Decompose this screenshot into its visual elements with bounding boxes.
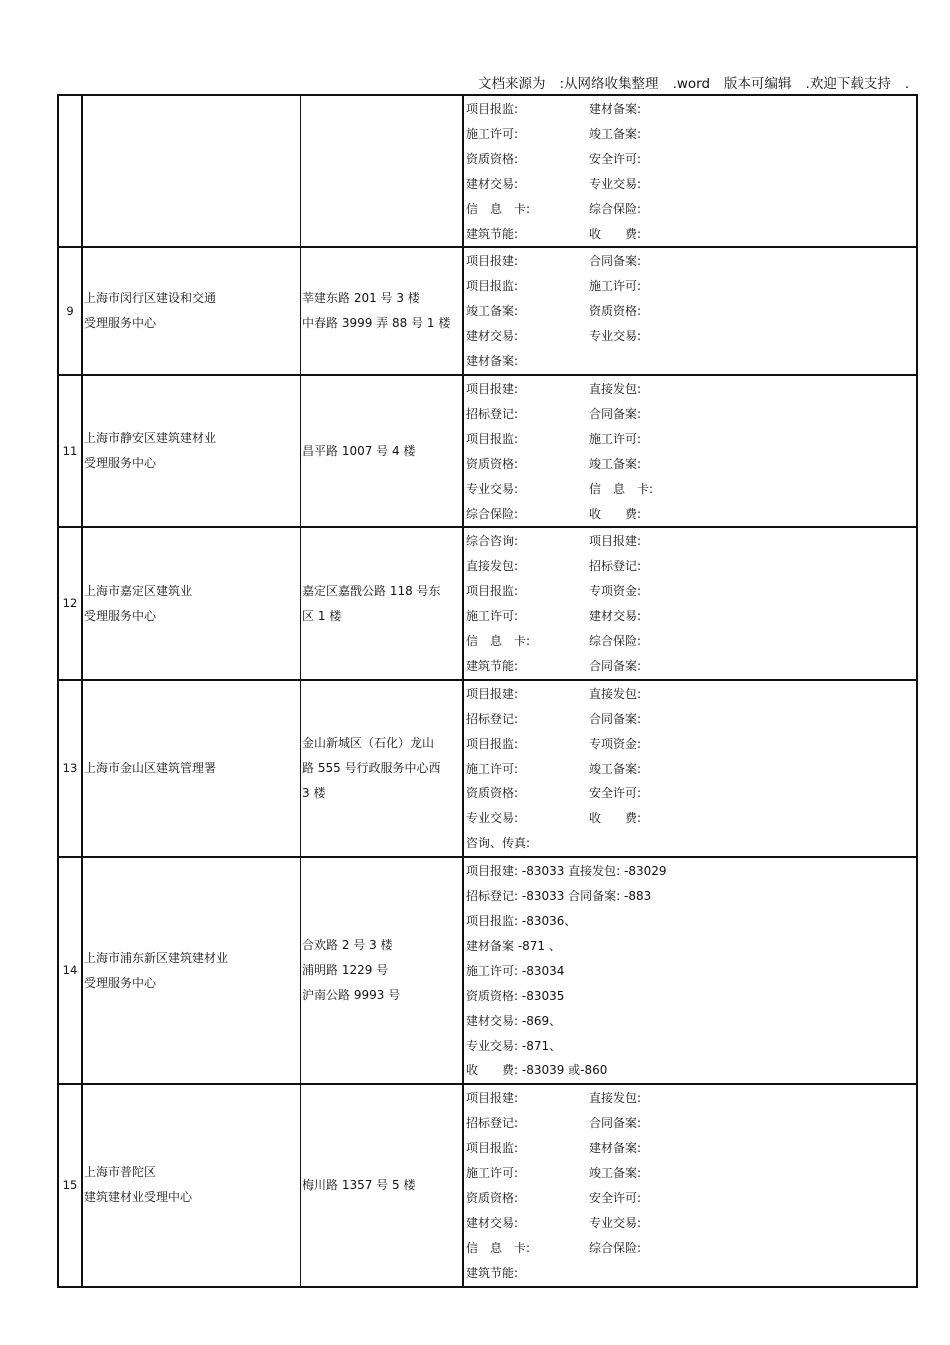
- service-item: 施工许可:: [466, 761, 519, 776]
- center-name-line: 建筑建材业受理中心: [84, 1190, 193, 1205]
- center-name-cell: [82, 857, 301, 1084]
- service-item: 建筑节能:: [466, 226, 519, 241]
- service-item: 项目报监:: [466, 736, 519, 751]
- service-item: 建材交易:: [466, 1215, 519, 1230]
- service-items-list: [466, 681, 916, 856]
- service-item: 建材备案 -871 、: [466, 938, 561, 953]
- service-item: 收 费: -83039 或-860: [466, 1063, 608, 1078]
- table-body: [58, 95, 917, 1287]
- service-item: 施工许可:: [466, 1166, 519, 1181]
- address-cell: [301, 680, 464, 857]
- service-item: 招标登记:: [466, 711, 519, 726]
- service-item: 招标登记:: [466, 1116, 519, 1131]
- service-item: 项目报监:: [466, 102, 519, 116]
- center-name-line: 受理服务中心: [84, 608, 157, 623]
- service-item: 安全许可:: [589, 1190, 642, 1205]
- service-item: 综合保险:: [466, 506, 519, 521]
- service-item: 建筑节能:: [466, 658, 519, 673]
- center-name-line: 上海市闵行区建设和交通: [84, 291, 217, 306]
- service-item: 安全许可:: [589, 786, 642, 801]
- service-item: 综合保险:: [589, 634, 642, 649]
- service-item: 建材交易:: [466, 329, 519, 344]
- service-item: 专业交易:: [589, 329, 642, 344]
- address-line: 区 1 楼: [302, 608, 342, 623]
- service-item: 竣工备案:: [589, 126, 642, 141]
- service-item: 资质资格:: [466, 456, 519, 471]
- service-item: 建材交易:: [466, 176, 519, 191]
- service-item: 资质资格:: [466, 1190, 519, 1205]
- row-index: [58, 95, 82, 247]
- service-item: 项目报建:: [466, 686, 519, 701]
- address-line: 路 555 号行政服务中心西: [302, 761, 441, 776]
- address-cell: [301, 527, 464, 679]
- address-cell: [301, 247, 464, 375]
- service-items-cell: [463, 857, 917, 1084]
- service-item: 专项资金:: [589, 584, 642, 599]
- table-row: [58, 247, 917, 375]
- row-index: 9: [58, 247, 82, 375]
- service-item: 综合保险:: [589, 1240, 642, 1255]
- service-item: [589, 349, 916, 374]
- service-item: 施工许可:: [589, 431, 642, 446]
- address-line: 嘉定区嘉戬公路 118 号东: [302, 583, 441, 598]
- header-part: .word: [672, 76, 711, 92]
- address-line: 梅川路 1357 号 5 楼: [302, 1177, 416, 1192]
- service-item: 直接发包:: [589, 686, 642, 701]
- service-item: 资质资格:: [466, 151, 519, 166]
- service-items-list: [466, 528, 916, 678]
- center-name-line: 受理服务中心: [84, 316, 157, 331]
- service-item: 施工许可:: [466, 126, 519, 141]
- address-cell: [301, 857, 464, 1084]
- center-name-cell: [82, 1084, 301, 1286]
- service-item: 项目报监:: [466, 279, 519, 294]
- row-index: 15: [58, 1084, 82, 1286]
- address-cell: [301, 1084, 464, 1286]
- row-index: 11: [58, 375, 82, 527]
- center-name-line: 上海市嘉定区建筑业: [84, 583, 193, 598]
- center-name-line: 上海市浦东新区建筑建材业: [84, 950, 229, 965]
- service-item: 项目报监:: [466, 431, 519, 446]
- service-item: 收 费:: [589, 506, 642, 521]
- center-name-line: 受理服务中心: [84, 975, 157, 990]
- address-line: 3 楼: [302, 786, 326, 801]
- service-item: 建材交易: -869、: [466, 1013, 562, 1028]
- service-items-list: [466, 248, 916, 374]
- table-row: [58, 857, 917, 1084]
- service-item: 项目报建: -83033 直接发包: -83029: [466, 864, 667, 879]
- center-name-line: 上海市金山区建筑管理署: [84, 761, 217, 776]
- service-item: 招标登记:: [466, 406, 519, 421]
- service-item: 专业交易:: [466, 811, 519, 826]
- service-item: 项目报建:: [466, 254, 519, 269]
- service-item: 施工许可:: [589, 279, 642, 294]
- service-item: 收 费:: [589, 811, 642, 826]
- service-item: 专业交易:: [589, 176, 642, 191]
- service-item: 项目报监: -83036、: [466, 914, 577, 928]
- header-part: 版本可编辑: [724, 76, 792, 92]
- service-item: 竣工备案:: [466, 304, 519, 319]
- service-items-cell: [463, 247, 917, 375]
- service-items-list: [466, 96, 916, 246]
- service-item: 信 息 卡:: [466, 634, 531, 649]
- service-item: 建材备案:: [589, 102, 642, 116]
- address-line: 莘建东路 201 号 3 楼: [302, 291, 420, 306]
- center-name-line: 上海市普陀区: [84, 1165, 157, 1180]
- header-part: .欢迎下载支持: [805, 76, 891, 92]
- service-item: 专业交易:: [466, 481, 519, 496]
- service-item: 项目报监:: [466, 1141, 519, 1156]
- service-item: 综合咨询:: [466, 534, 519, 549]
- center-name-cell: [82, 680, 301, 857]
- service-item: 直接发包:: [466, 559, 519, 574]
- service-item: 项目报建:: [589, 534, 642, 549]
- service-item: 专项资金:: [589, 736, 642, 751]
- service-item: 专业交易: -871、: [466, 1038, 562, 1053]
- page-header: [478, 72, 938, 92]
- center-name-cell: [82, 375, 301, 527]
- service-item: 招标登记:: [589, 559, 642, 574]
- service-items-list: [466, 1085, 916, 1285]
- service-item: 直接发包:: [589, 1091, 642, 1106]
- service-item: [589, 831, 916, 856]
- table-row: [58, 1084, 917, 1286]
- row-index: 13: [58, 680, 82, 857]
- service-item: 综合保险:: [589, 201, 642, 216]
- center-name-cell: [82, 247, 301, 375]
- service-items-cell: [463, 680, 917, 857]
- address-line: 合欢路 2 号 3 楼: [302, 938, 393, 953]
- table-row: [58, 680, 917, 857]
- service-item: 合同备案:: [589, 658, 642, 673]
- center-name-line: 受理服务中心: [84, 456, 157, 471]
- service-center-table: [57, 94, 918, 1288]
- center-name-cell: [82, 95, 301, 247]
- service-items-cell: [463, 1084, 917, 1286]
- service-item: 建筑节能:: [466, 1265, 519, 1280]
- service-item: 资质资格:: [589, 304, 642, 319]
- service-item: 项目报监:: [466, 584, 519, 599]
- service-items-list: [466, 858, 916, 1083]
- header-part: .: [904, 76, 910, 92]
- service-items-cell: [463, 527, 917, 679]
- address-cell: [301, 375, 464, 527]
- service-items-cell: [463, 95, 917, 247]
- center-name-cell: [82, 527, 301, 679]
- address-line: 昌平路 1007 号 4 楼: [302, 443, 416, 458]
- service-item: 信 息 卡:: [466, 201, 531, 216]
- service-item: 施工许可: -83034: [466, 963, 565, 978]
- service-item: 合同备案:: [589, 254, 642, 269]
- service-item: 信 息 卡:: [466, 1240, 531, 1255]
- service-item: 合同备案:: [589, 406, 642, 421]
- service-item: 收 费:: [589, 226, 642, 241]
- service-item: 建材备案:: [589, 1141, 642, 1156]
- service-items-list: [466, 376, 916, 526]
- service-item: 专业交易:: [589, 1215, 642, 1230]
- service-item: 资质资格: -83035: [466, 988, 565, 1003]
- service-item: 竣工备案:: [589, 1166, 642, 1181]
- table-row: [58, 95, 917, 247]
- service-item: 施工许可:: [466, 609, 519, 624]
- address-line: 金山新城区（石化）龙山: [302, 736, 435, 751]
- table-row: [58, 527, 917, 679]
- service-item: 竣工备案:: [589, 761, 642, 776]
- service-item: 项目报建:: [466, 381, 519, 396]
- service-item: 直接发包:: [589, 381, 642, 396]
- service-item: 项目报建:: [466, 1091, 519, 1106]
- address-line: 沪南公路 9993 号: [302, 988, 401, 1003]
- table-row: [58, 375, 917, 527]
- service-item: 招标登记: -83033 合同备案: -883: [466, 889, 652, 904]
- service-item: 信 息 卡:: [589, 481, 654, 496]
- service-item: 咨询、传真:: [466, 836, 531, 851]
- service-item: 安全许可:: [589, 151, 642, 166]
- service-item: 合同备案:: [589, 1116, 642, 1131]
- service-items-cell: [463, 375, 917, 527]
- service-item: 建材备案:: [466, 354, 519, 369]
- service-item: 竣工备案:: [589, 456, 642, 471]
- address-line: 中春路 3999 弄 88 号 1 楼: [302, 316, 451, 331]
- service-item: [589, 1261, 916, 1286]
- header-part: 文档来源为: [478, 76, 546, 92]
- address-cell: [301, 95, 464, 247]
- service-item: 资质资格:: [466, 786, 519, 801]
- header-part: :从网络收集整理: [559, 76, 659, 92]
- row-index: 12: [58, 527, 82, 679]
- center-name-line: 上海市静安区建筑建材业: [84, 431, 217, 446]
- address-line: 浦明路 1229 号: [302, 963, 389, 978]
- service-item: 建材交易:: [589, 609, 642, 624]
- row-index: 14: [58, 857, 82, 1084]
- service-item: 合同备案:: [589, 711, 642, 726]
